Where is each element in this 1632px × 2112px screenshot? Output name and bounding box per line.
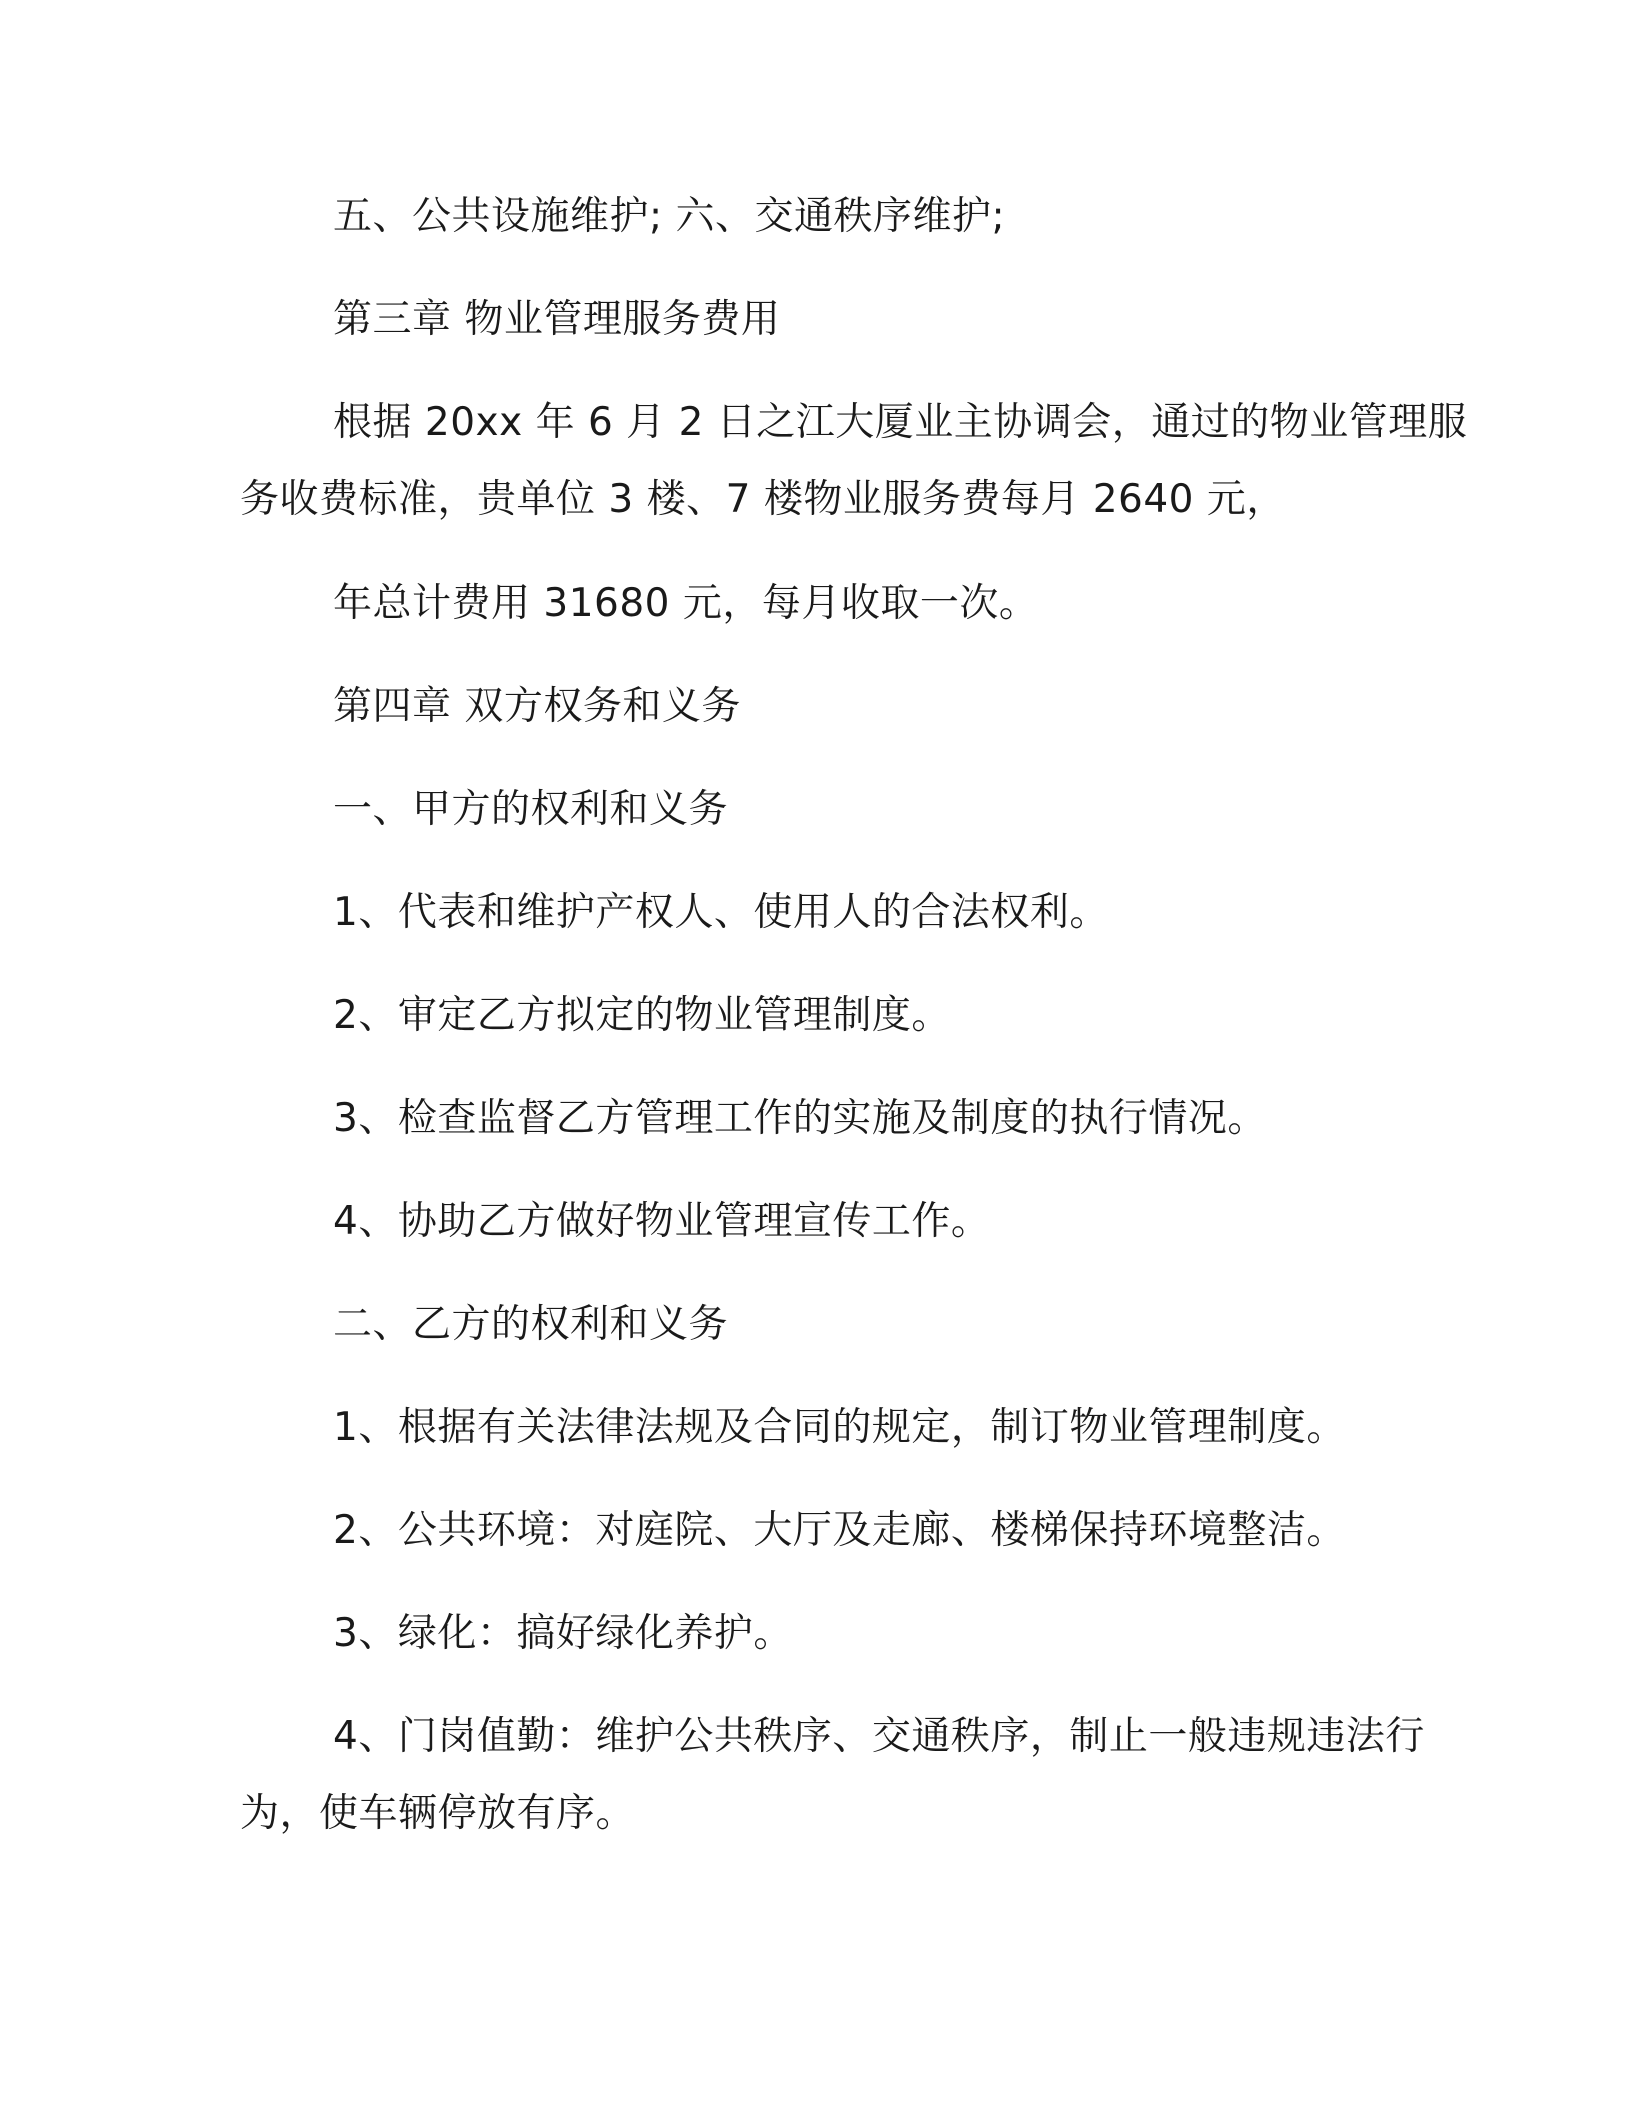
party-b-item-3: 3、绿化：搞好绿化养护。 bbox=[333, 1611, 793, 1656]
party-a-item-1: 1、代表和维护产权人、使用人的合法权利。 bbox=[333, 890, 1109, 935]
section-party-a-heading: 一、甲方的权利和义务 bbox=[333, 787, 729, 832]
paragraph-facilities-traffic: 五、公共设施维护; 六、交通秩序维护; bbox=[333, 194, 1006, 239]
party-b-item-1: 1、根据有关法律法规及合同的规定，制订物业管理制度。 bbox=[333, 1405, 1346, 1450]
party-a-item-3: 3、检查监督乙方管理工作的实施及制度的执行情况。 bbox=[333, 1096, 1267, 1141]
paragraph-fee-basis-line-2: 务收费标准，贵单位 3 楼、7 楼物业服务费每月 2640 元， bbox=[240, 477, 1286, 522]
party-a-item-2: 2、审定乙方拟定的物业管理制度。 bbox=[333, 993, 951, 1038]
party-b-item-4-line-1: 4、门岗值勤：维护公共秩序、交通秩序，制止一般违规违法行 bbox=[333, 1714, 1425, 1759]
party-a-item-4: 4、协助乙方做好物业管理宣传工作。 bbox=[333, 1199, 991, 1244]
paragraph-fee-basis-line-1: 根据 20xx 年 6 月 2 日之江大厦业主协调会，通过的物业管理服 bbox=[333, 400, 1468, 445]
chapter-3-heading: 第三章 物业管理服务费用 bbox=[333, 297, 781, 342]
paragraph-annual-total: 年总计费用 31680 元，每月收取一次。 bbox=[333, 581, 1039, 626]
section-party-b-heading: 二、乙方的权利和义务 bbox=[333, 1302, 729, 1347]
chapter-4-heading: 第四章 双方权务和义务 bbox=[333, 684, 741, 729]
party-b-item-2: 2、公共环境：对庭院、大厅及走廊、楼梯保持环境整洁。 bbox=[333, 1508, 1346, 1553]
party-b-item-4-line-2: 为，使车辆停放有序。 bbox=[240, 1791, 636, 1836]
